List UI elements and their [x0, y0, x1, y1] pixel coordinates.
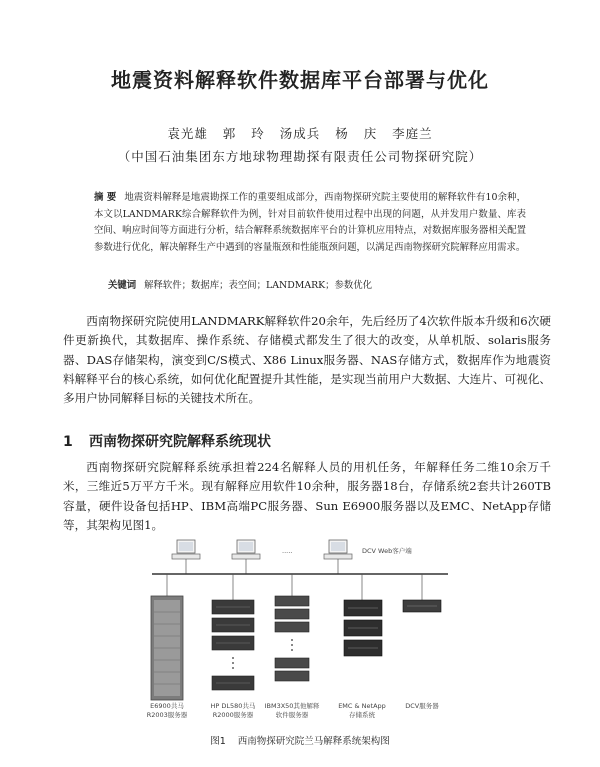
server-label-line1: DCV服务器 [405, 702, 439, 710]
server-label-line1: HP DL580共马 [210, 702, 256, 710]
server-label-line1: IBM3X50其他解释 [264, 702, 320, 710]
hp-server-rack-icon [212, 600, 254, 690]
client-computer-icon [172, 540, 200, 574]
server-label-line2: 存储系统 [349, 711, 375, 719]
server-label-line2: 软件服务器 [275, 711, 309, 719]
storage-array-icon [344, 600, 382, 656]
abstract-label: 摘 要 [94, 192, 117, 203]
section-number: 1 [63, 434, 73, 450]
paper-title: 地震资料解释软件数据库平台部署与优化 [111, 68, 489, 92]
figure-number: 图1 [210, 736, 226, 747]
ibm-server-icon [275, 596, 309, 681]
intro-paragraph: 西南物探研究院使用LANDMARK解释软件20余年，先后经历了4次软件版本升级和6次硬件更新换代，其数据库、操作系统、存储模式都发生了很大的改变，从单机版、solaris服务器、DAS存储架构，演变到C/S模式、X86 Linux服务器、NAS存储方式，数据库作为地震资料解释平台的核心系统，如何优化配置提升其性能，是实现当前用户大数据、大连片、可视化、多用户协同解释目标的关键技术所在。 [63, 314, 551, 406]
abstract [94, 190, 526, 256]
keywords-label: 关键词 [108, 280, 137, 291]
server-label-line2: R2003服务器 [146, 711, 188, 719]
section-title: 西南物探研究院解释系统现状 [89, 434, 271, 450]
keywords [108, 277, 528, 291]
figure-caption [0, 733, 600, 747]
affiliation: （中国石油集团东方地球物理勘探有限责任公司物探研究院） [117, 149, 483, 164]
client-computer-icon [324, 540, 352, 574]
server-label-line1: EMC & NetApp [338, 702, 386, 710]
architecture-diagram [130, 536, 470, 726]
author-list: 袁光雄 郭 玲 汤成兵 杨 庆 李庭兰 [167, 126, 433, 141]
dcv-server-icon [403, 600, 441, 612]
client-computer-icon [232, 540, 260, 574]
abstract-text: 地震资料解释是地震勘探工作的重要组成部分，西南物探研究院主要使用的解释软件有10余种，本文以LANDMARK综合解释软件为例，针对目前软件使用过程中出现的问题，从并发用户数量、库表空间、响应时间等方面进行分析，结合解释系统数据库平台的计算机应用特点，对数据库服务器相关配置参数进行优化，解决解释生产中遇到的容量瓶颈和性能瓶颈问题，以满足西南物探研究院解释应用需求。 [94, 192, 526, 253]
section-paragraph: 西南物探研究院解释系统承担着224名解释人员的用机任务，年解释任务二维10余万千米，三维近5万平方千米。现有解释应用软件10余种，服务器18台，存储系统2套共计260TB容量，硬件设备包括HP、IBM高端PC服务器、Sun E6900服务器以及EMC、NetApp存储等，其架构见图1。 [63, 460, 551, 532]
section-heading [63, 431, 551, 451]
client-label: DCV Web客户端 [362, 547, 412, 555]
architecture-figure [130, 536, 470, 726]
keywords-text: 解释软件；数据库；表空间；LANDMARK；参数优化 [144, 280, 373, 291]
figure-caption-text: 西南物探研究院兰马解释系统架构图 [237, 736, 390, 747]
server-label-line2: R2000服务器 [212, 711, 254, 719]
e6900-server-icon [151, 596, 183, 700]
client-ellipsis: ..... [282, 547, 293, 555]
server-label-line1: E6900共马 [150, 702, 184, 710]
